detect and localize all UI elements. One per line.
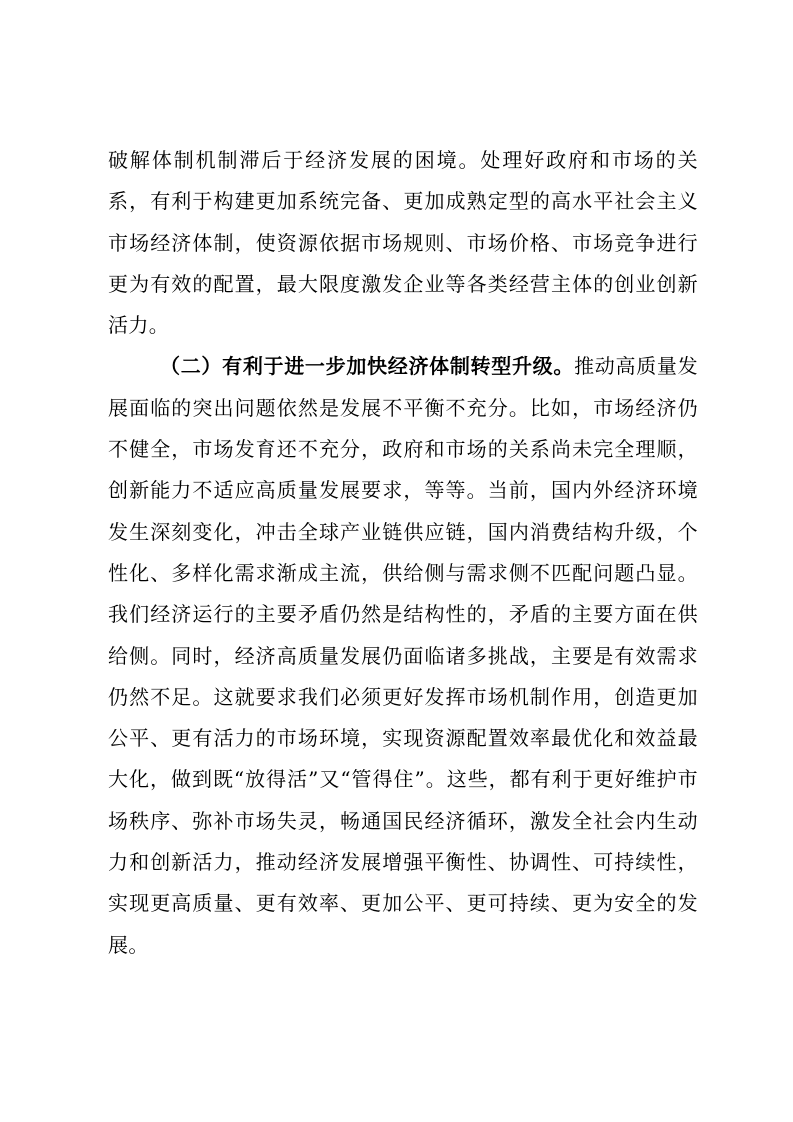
section-heading: （二）有利于进一步加快经济体制转型升级。 (160, 354, 575, 379)
paragraph-section-two (108, 346, 698, 965)
paragraph-continuation (108, 140, 698, 346)
body-text (108, 140, 698, 966)
paragraph-text: 破解体制机制滞后于经济发展的困境。处理好政府和市场的关系，有利于构建更加系统完备、更加成熟定型的高水平社会主义市场经济体制，使资源依据市场规则、市场价格、市场竞争进行更为有效的配置，最大限度激发企业等各类经营主体的创业创新活力。 (108, 148, 698, 338)
paragraph-text: 推动高质量发展面临的突出问题依然是发展不平衡不充分。比如，市场经济仍不健全，市场发育还不充分，政府和市场的关系尚未完全理顺，创新能力不适应高质量发展要求，等等。当前，国内外经济环境发生深刻变化，冲击全球产业链供应链，国内消费结构升级，个性化、多样化需求渐成主流，供给侧与需求侧不匹配问题凸显。我们经济运行的主要矛盾仍然是结构性的，矛盾的主要方面在供给侧。同时，经济高质量发展仍面临诸多挑战，主要是有效需求仍然不足。这就要求我们必须更好发挥市场机制作用，创造更加公平、更有活力的市场环境，实现资源配置效率最优化和效益最大化，做到既“放得活”又“管得住”。这些，都有利于更好维护市场秩序、弥补市场失灵，畅通国民经济循环，激发全社会内生动力和创新活力，推动经济发展增强平衡性、协调性、可持续性，实现更高质量、更有效率、更加公平、更可持续、更为安全的发展。 (108, 354, 698, 957)
